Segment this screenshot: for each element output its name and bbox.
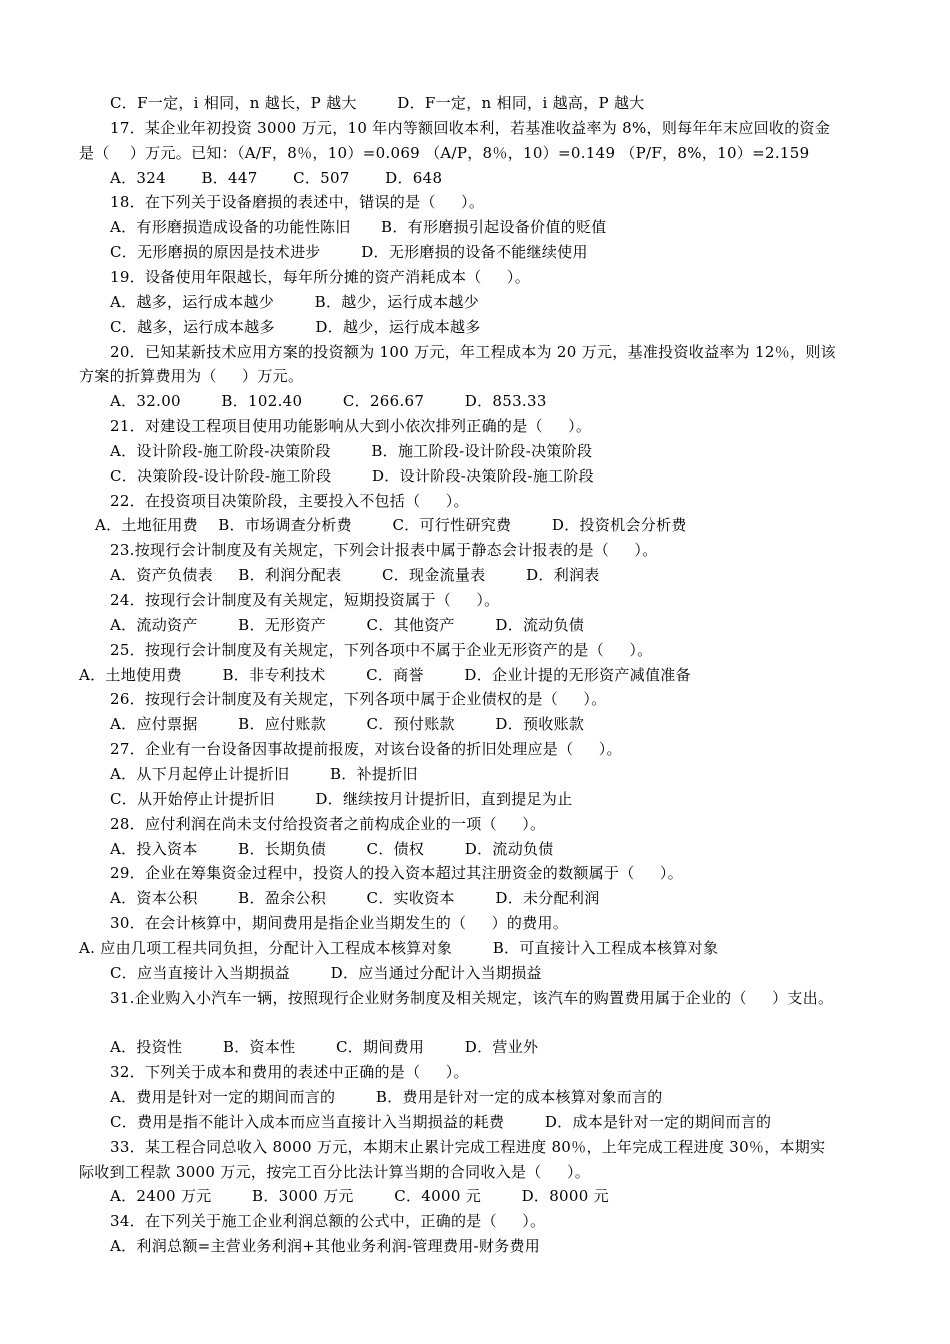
text-line: C．决策阶段-设计阶段-施工阶段 D．设计阶段-决策阶段-施工阶段 [110, 466, 594, 485]
text-line: 方案的折算费用为（ ）万元。 [79, 367, 304, 386]
text-line: C．F一定，i 相同，n 越长，P 越大 D．F一定，n 相同，i 越高，P 越大 [110, 94, 645, 112]
text-line: 22．在投资项目决策阶段，主要投入不包括（ ）。 [110, 491, 469, 510]
text-line: 23.按现行会计制度及有关规定，下列会计报表中属于静态会计报表的是（ ）。 [110, 541, 658, 560]
text-line: 18．在下列关于设备磨损的表述中，错误的是（ ）。 [110, 193, 485, 212]
text-line: A．应付票据 B．应付账款 C．预付账款 D．预收账款 [110, 715, 585, 734]
text-line: A．资产负债表 B．利润分配表 C．现金流量表 D．利润表 [110, 566, 600, 585]
text-line: 24．按现行会计制度及有关规定，短期投资属于（ ）。 [110, 591, 500, 609]
text-line: 31.企业购入小汽车一辆，按照现行企业财务制度及相关规定，该汽车的购置费用属于企业的（ ）支出。 [110, 988, 834, 1007]
text-line: A．资本公积 B．盈余公积 C．实收资本 D．未分配利润 [110, 889, 600, 908]
text-line: A．设计阶段-施工阶段-决策阶段 B．施工阶段-设计阶段-决策阶段 [110, 441, 593, 460]
text-line: 34．在下列关于施工企业利润总额的公式中，正确的是（ ）。 [110, 1212, 546, 1231]
text-line: 21．对建设工程项目使用功能影响从大到小依次排列正确的是（ ）。 [110, 417, 592, 436]
text-line: C．从开始停止计提折旧 D．继续按月计提折旧，直到提足为止 [110, 789, 573, 808]
text-line: C．应当直接计入当期损益 D．应当通过分配计入当期损益 [110, 963, 542, 982]
text-line: 25．按现行会计制度及有关规定，下列各项中不属于企业无形资产的是（ ）。 [110, 640, 653, 659]
text-line: C．费用是指不能计入成本而应当直接计入当期损益的耗费 D．成本是针对一定的期间而言的 [110, 1112, 772, 1131]
text-line: A．投资性 B．资本性 C．期间费用 D．营业外 [110, 1038, 539, 1057]
text-line: 30．在会计核算中，期间费用是指企业当期发生的（ ）的费用。 [110, 914, 569, 933]
text-line: A．有形磨损造成设备的功能性陈旧 B．有形磨损引起设备价值的贬值 [110, 218, 607, 237]
text-line: A．越多，运行成本越少 B．越少，运行成本越少 [110, 292, 480, 311]
text-line: A．324 B．447 C．507 D．648 [110, 168, 443, 187]
text-line: 际收到工程款 3000 万元，按完工百分比法计算当期的合同收入是（ ）。 [79, 1162, 591, 1181]
text-line: A．投入资本 B．长期负债 C．债权 D．流动负债 [110, 839, 554, 858]
text-line: 17．某企业年初投资 3000 万元，10 年内等额回收本利，若基准收益率为 8%，则每年年末应回收的资金 [110, 118, 831, 137]
text-line: 28．应付利润在尚未支付给投资者之前构成企业的一项（ ）。 [110, 814, 546, 833]
text-line: A．2400 万元 B．3000 万元 C．4000 元 D．8000 元 [110, 1187, 609, 1206]
text-line: 26．按现行会计制度及有关规定，下列各项中属于企业债权的是（ ）。 [110, 690, 607, 709]
text-line: A. 应由几项工程共同负担，分配计入工程成本核算对象 B．可直接计入工程成本核算对象 [79, 938, 719, 957]
text-line: 27．企业有一台设备因事故提前报废，对该台设备的折旧处理应是（ ）。 [110, 740, 622, 759]
text-line: 33．某工程合同总收入 8000 万元，本期末止累计完成工程进度 80％，上年完成工程进度 30％，本期实 [110, 1137, 826, 1156]
text-line: C．无形磨损的原因是技术进步 D．无形磨损的设备不能继续使用 [110, 243, 588, 262]
text-line: A．土地征用费 B．市场调查分析费 C．可行性研究费 D．投资机会分析费 [95, 516, 687, 535]
text-line: A．利润总额=主营业务利润+其他业务利润-管理费用-财务费用 [110, 1237, 541, 1256]
text-line: 是（ ）万元。已知：（A/F，8％，10）=0.069 （A/P，8％，10）=0.149 （P/F，8%，10）=2.159 [79, 143, 810, 162]
text-line: A．32.00 B．102.40 C．266.67 D．853.33 [110, 392, 547, 411]
text-line: A．费用是针对一定的期间而言的 B．费用是针对一定的成本核算对象而言的 [110, 1088, 663, 1106]
text-line: A．土地使用费 B．非专利技术 C．商誉 D．企业计提的无形资产减值准备 [79, 665, 691, 684]
text-line: 32．下列关于成本和费用的表述中正确的是（ ）。 [110, 1063, 469, 1082]
text-line: C．越多，运行成本越多 D．越少，运行成本越多 [110, 317, 481, 336]
text-line: 29．企业在筹集资金过程中，投资人的投入资本超过其注册资金的数额属于（ ）。 [110, 864, 684, 883]
text-line: 19．设备使用年限越长，每年所分摊的资产消耗成本（ ）。 [110, 267, 531, 286]
text-line: A．从下月起停止计提折旧 B．补提折旧 [110, 764, 418, 783]
text-line: 20．已知某新技术应用方案的投资额为 100 万元，年工程成本为 20 万元，基准投资收益率为 12％，则该 [110, 342, 836, 361]
text-line: A．流动资产 B．无形资产 C．其他资产 D．流动负债 [110, 615, 585, 634]
